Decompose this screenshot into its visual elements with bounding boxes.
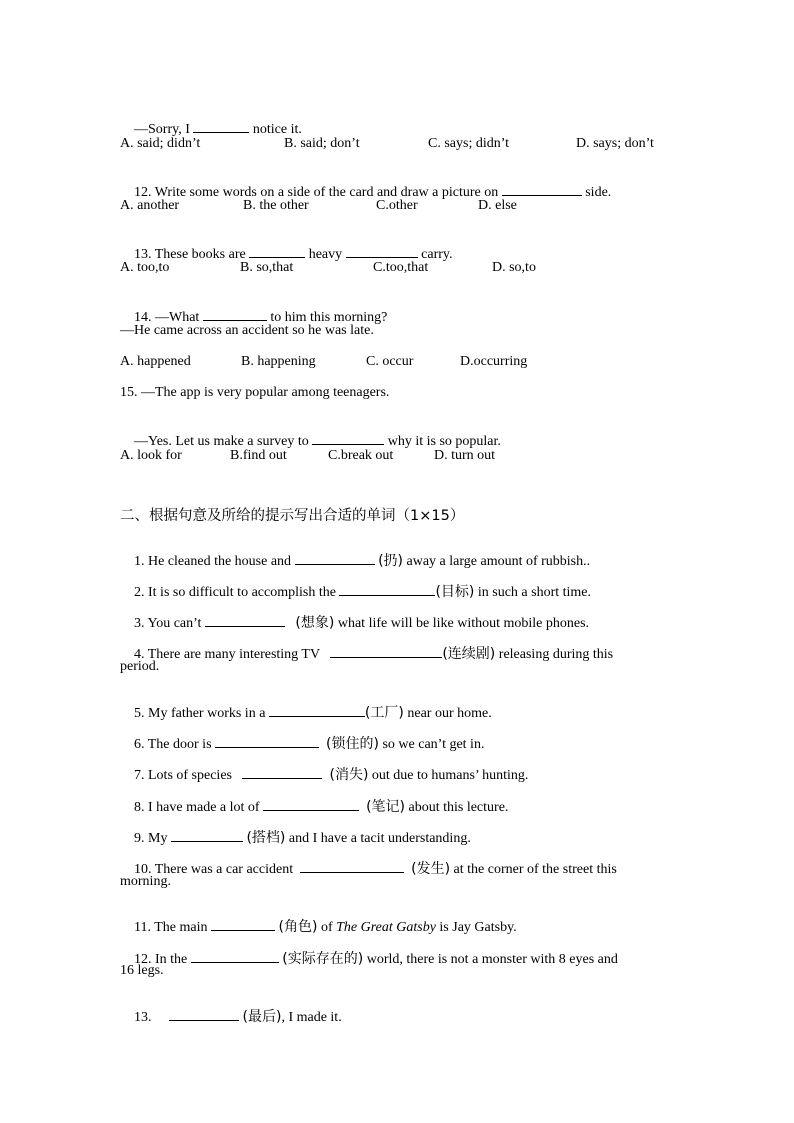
fill-item-7-pre: 7. Lots of species — [134, 768, 236, 783]
q13-mid: heavy — [305, 247, 346, 262]
q11-option-a: A. said; didn’t — [120, 136, 201, 151]
q12-option-a: A. another — [120, 198, 180, 213]
fill-item-11-hint: (角色) — [278, 919, 318, 935]
q14-option-d: D.occurring — [460, 354, 528, 369]
fill-item-4-continuation: period. — [120, 659, 160, 674]
q11-reply-pre: —Sorry, I — [134, 122, 194, 137]
q15-blank — [312, 432, 384, 445]
fill-item-8-pre: 8. I have made a lot of — [134, 800, 264, 815]
q11-option-c: C. says; didn’t — [428, 136, 510, 151]
fill-item-5-blank — [269, 704, 365, 717]
q11-option-d: D. says; don’t — [576, 136, 654, 151]
fill-item-5-hint: (工厂) — [364, 705, 404, 721]
q13-pre: 13. These books are — [134, 247, 250, 262]
fill-item-13-post: , I made it. — [281, 1010, 342, 1025]
fill-item-13-hint: (最后) — [242, 1009, 282, 1025]
q15-reply-pre: —Yes. Let us make a survey to — [134, 434, 313, 449]
fill-item-9-blank — [171, 829, 243, 842]
fill-item-10-continuation: morning. — [120, 874, 171, 889]
fill-item-8-hint: (笔记) — [366, 799, 405, 815]
q13-option-d: D. so,to — [492, 260, 536, 275]
q13-option-a: A. too,to — [120, 260, 170, 275]
fill-item-2-post: in such a short time. — [474, 585, 592, 600]
q14-option-a: A. happened — [120, 354, 191, 369]
fill-item-6-post: so we can’t get in. — [378, 737, 485, 752]
fill-item-3-pre: 3. You can’t — [134, 616, 205, 631]
fill-item-3-blank — [205, 614, 285, 627]
fill-item-7-hint: (消失) — [329, 767, 369, 783]
q11-reply-post: notice it. — [249, 122, 302, 137]
q14-blank — [203, 308, 267, 321]
fill-item-10-post: at the corner of the street this — [450, 862, 617, 877]
q14-option-c: C. occur — [366, 354, 414, 369]
fill-item-13-pre: 13. — [134, 1010, 155, 1025]
fill-item-12-pre: 12. In the — [134, 952, 191, 967]
fill-item-10-blank — [300, 860, 404, 873]
q15-reply-post: why it is so popular. — [384, 434, 501, 449]
fill-item-2-pre: 2. It is so difficult to accomplish the — [134, 585, 340, 600]
fill-item-4-pre: 4. There are many interesting TV — [134, 647, 324, 662]
fill-item-9-hint: (搭档) — [246, 830, 286, 846]
q15-option-d: D. turn out — [434, 448, 496, 463]
fill-item-1-hint: (扔) — [378, 553, 403, 569]
fill-item-6-hint: (锁住的) — [326, 736, 379, 752]
q11-option-b: B. said; don’t — [284, 136, 360, 151]
fill-item-10-pre: 10. There was a car accident — [134, 862, 297, 877]
q14-pre: 14. —What — [134, 310, 203, 325]
q14-option-b: B. happening — [241, 354, 316, 369]
fill-item-2-hint: (目标) — [435, 584, 475, 600]
fill-item-13-blank — [169, 1008, 239, 1021]
q15-reply — [120, 416, 680, 466]
fill-item-4-blank — [330, 645, 442, 658]
q14-reply: —He came across an accident so he was late. — [120, 323, 374, 338]
fill-item-1-pre: 1. He cleaned the house and — [134, 554, 295, 569]
fill-item-8-post: about this lecture. — [405, 800, 509, 815]
fill-item-12-hint: (实际存在的) — [282, 951, 364, 967]
fill-item-6-blank — [215, 735, 319, 748]
fill-item-12-continuation: 16 legs. — [120, 963, 164, 978]
fill-item-12-post: world, there is not a monster with 8 eyes and — [363, 952, 618, 967]
fill-item-9-post: and I have a tacit understanding. — [285, 831, 471, 846]
fill-item-8-blank — [263, 798, 359, 811]
q13-option-c: C.too,that — [373, 260, 429, 275]
fill-item-13 — [120, 992, 680, 1042]
fill-item-2-blank — [339, 583, 435, 596]
q15-option-a: A. look for — [120, 448, 182, 463]
fill-item-4-hint: (连续剧) — [442, 646, 496, 662]
fill-item-4-post: releasing during this — [495, 647, 614, 662]
q11-blank — [193, 120, 249, 133]
q13-option-b: B. so,that — [240, 260, 294, 275]
q15-option-c: C.break out — [328, 448, 394, 463]
fill-item-11-post: is Jay Gatsby. — [435, 920, 517, 935]
fill-item-11-blank — [211, 918, 275, 931]
q12-post: side. — [581, 185, 612, 200]
q12-pre: 12. Write some words on a side of the card and draw a picture on — [134, 185, 502, 200]
book-title: The Great Gatsby — [336, 920, 436, 935]
fill-item-3-post: what life will be like without mobile phones. — [334, 616, 590, 631]
q13-blank-2 — [346, 245, 418, 258]
q12-blank — [502, 183, 582, 196]
fill-item-12-blank — [191, 950, 279, 963]
q13-blank-1 — [249, 245, 305, 258]
fill-item-11-mid: of — [317, 920, 337, 935]
q15-question: 15. —The app is very popular among teenagers. — [120, 385, 390, 400]
section2-heading: 二、根据句意及所给的提示写出合适的单词（1×15） — [120, 508, 465, 524]
q12-option-d: D. else — [478, 198, 517, 213]
fill-item-5-post: near our home. — [403, 706, 492, 721]
fill-item-1-post: away a large amount of rubbish.. — [403, 554, 591, 569]
q15-option-b: B.find out — [230, 448, 287, 463]
fill-item-6-pre: 6. The door is — [134, 737, 216, 752]
q13-post: carry. — [417, 247, 453, 262]
fill-item-7-post: out due to humans’ hunting. — [368, 768, 529, 783]
fill-item-3-hint: (想象) — [295, 615, 335, 631]
fill-item-10-hint: (发生) — [411, 861, 451, 877]
fill-item-1-blank — [295, 552, 375, 565]
fill-item-7-blank — [242, 766, 322, 779]
fill-item-5-pre: 5. My father works in a — [134, 706, 269, 721]
q12-option-c: C.other — [376, 198, 418, 213]
fill-item-9-pre: 9. My — [134, 831, 171, 846]
q12-option-b: B. the other — [243, 198, 309, 213]
q14-post: to him this morning? — [266, 310, 388, 325]
fill-item-11-pre: 11. The main — [134, 920, 211, 935]
